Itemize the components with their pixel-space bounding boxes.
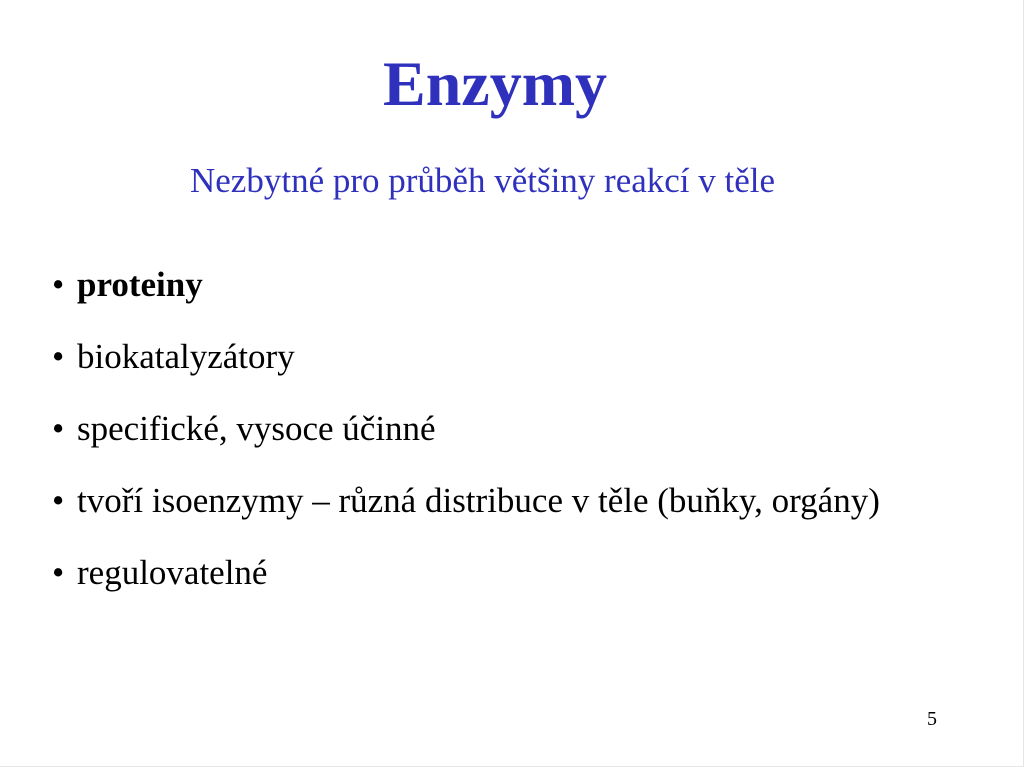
bullet-item-proteiny: [52, 264, 880, 336]
bullet-icon: •: [52, 553, 65, 592]
bullet-icon: •: [52, 265, 65, 304]
bullet-item-specificke: [52, 408, 880, 480]
bullet-item-biokatalyzatory: [52, 336, 880, 408]
bullet-icon: •: [52, 337, 65, 376]
bullet-text: biokatalyzátory: [77, 337, 295, 376]
bullet-item-regulovatelne: [52, 552, 880, 624]
bullet-text: tvoří isoenzymy – různá distribuce v těle (buňky, orgány): [77, 481, 880, 520]
bullet-text: proteiny: [77, 265, 203, 304]
bullet-text: regulovatelné: [77, 553, 268, 592]
slide-subtitle: Nezbytné pro průběh většiny reakcí v těle: [190, 161, 776, 200]
slide-title: Enzymy: [383, 48, 607, 119]
bullet-icon: •: [52, 409, 65, 448]
bullet-item-isoenzymy: [52, 480, 880, 552]
bullet-text: specifické, vysoce účinné: [77, 409, 436, 448]
bullet-list: [52, 264, 880, 624]
bullet-icon: •: [52, 481, 65, 520]
page-number: 5: [927, 708, 937, 730]
